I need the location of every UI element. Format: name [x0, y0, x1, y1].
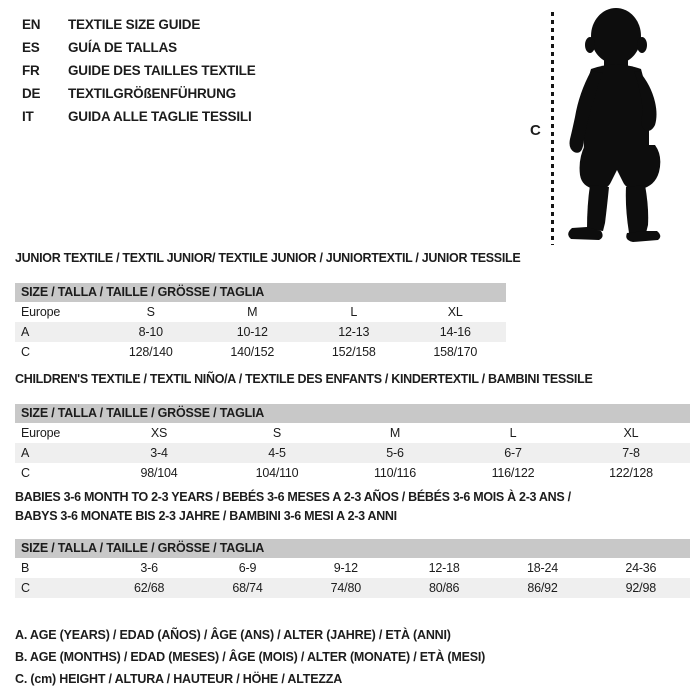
- height-measure-label: C: [530, 122, 541, 139]
- table-cell: M: [389, 426, 401, 440]
- table-cell: 92/98: [625, 581, 656, 595]
- table-cell: 122/128: [609, 466, 653, 480]
- size-header-bar: SIZE / TALLA / TAILLE / GRÖSSE / TAGLIA: [15, 404, 690, 423]
- table-cell: S: [146, 305, 155, 319]
- section-title: JUNIOR TEXTILE / TEXTIL JUNIOR/ TEXTILE JUNIOR / JUNIORTEXTIL / JUNIOR TESSILE: [15, 251, 521, 265]
- row-label: Europe: [21, 426, 61, 440]
- table-row: [15, 302, 506, 322]
- legend-line-a: A. AGE (YEARS) / EDAD (AÑOS) / ÂGE (ANS) / ALTER (JAHRE) / ETÀ (ANNI): [15, 628, 451, 642]
- table-cell: 5-6: [386, 446, 404, 460]
- row-label: B: [21, 561, 30, 575]
- table-cell: 18-24: [526, 561, 558, 575]
- table-cell: 9-12: [333, 561, 358, 575]
- table-row: [15, 443, 690, 463]
- row-label: Europe: [21, 305, 61, 319]
- section-title: CHILDREN'S TEXTILE / TEXTIL NIÑO/A / TEXTILE DES ENFANTS / KINDERTEXTIL / BAMBINI TESSILE: [15, 372, 593, 386]
- table-cell: 24-36: [625, 561, 657, 575]
- section-title-wrap: [15, 488, 690, 526]
- table-cell: 128/140: [128, 345, 173, 359]
- table-cell: 116/122: [491, 466, 535, 480]
- table-row: [15, 342, 506, 362]
- table-cell: 80/86: [429, 581, 460, 595]
- table-cell: 98/104: [140, 466, 178, 480]
- table-row: [15, 463, 690, 483]
- legend-line-c: C. (cm) HEIGHT / ALTURA / HAUTEUR / HÖHE / ALTEZZA: [15, 672, 343, 686]
- row-label: A: [21, 446, 30, 460]
- table-cell: 86/92: [527, 581, 558, 595]
- table-cell: 6-7: [504, 446, 522, 460]
- table-cell: L: [350, 305, 358, 319]
- section-title-wrap: [15, 250, 521, 266]
- size-header-bar: SIZE / TALLA / TAILLE / GRÖSSE / TAGLIA: [15, 539, 690, 558]
- section-title-line1: BABIES 3-6 MONTH TO 2-3 YEARS / BEBÉS 3-6 MESES A 2-3 AÑOS / BÉBÉS 3-6 MOIS À 2-3 ANS /: [15, 490, 571, 504]
- section-title-wrap: [15, 371, 690, 387]
- size-header-bar: SIZE / TALLA / TAILLE / GRÖSSE / TAGLIA: [15, 283, 506, 302]
- table-cell: M: [247, 305, 258, 319]
- junior-size-table: [15, 302, 506, 362]
- table-cell: 140/152: [230, 345, 275, 359]
- language-row-en: [22, 13, 256, 36]
- table-cell: 12-13: [338, 325, 370, 339]
- language-title: TEXTILE SIZE GUIDE: [68, 17, 201, 32]
- language-title: TEXTILGRÖßENFÜHRUNG: [68, 86, 236, 101]
- table-cell: 158/170: [433, 345, 478, 359]
- measurement-legend: [15, 624, 485, 690]
- table-cell: XL: [447, 305, 463, 319]
- language-row-fr: [22, 59, 256, 82]
- language-code: IT: [22, 109, 34, 124]
- legend-line-b: B. AGE (MONTHS) / EDAD (MESES) / ÂGE (MOIS) / ALTER (MONATE) / ETÀ (MESI): [15, 650, 486, 664]
- row-label: C: [21, 581, 30, 595]
- height-measure-dashed-line: [551, 12, 554, 245]
- table-cell: 6-9: [238, 561, 257, 575]
- table-cell: 152/158: [331, 345, 376, 359]
- row-label: C: [21, 466, 30, 480]
- table-cell: 104/110: [255, 466, 299, 480]
- section-junior-textile: [15, 250, 521, 362]
- language-row-de: [22, 82, 256, 105]
- table-cell: L: [509, 426, 517, 440]
- table-cell: 62/68: [134, 581, 165, 595]
- childrens-size-table: [15, 423, 690, 483]
- table-cell: 4-5: [268, 446, 286, 460]
- table-cell: 74/80: [330, 581, 361, 595]
- language-row-it: [22, 105, 256, 128]
- language-code: ES: [22, 40, 40, 55]
- section-title-line2: BABYS 3-6 MONATE BIS 2-3 JAHRE / BAMBINI 3-6 MESI A 2-3 ANNI: [15, 509, 397, 523]
- table-row: [15, 322, 506, 342]
- language-code: FR: [22, 63, 40, 78]
- babies-size-table: [15, 558, 690, 598]
- table-cell: 10-12: [236, 325, 268, 339]
- language-code: DE: [22, 86, 41, 101]
- table-cell: XS: [150, 426, 168, 440]
- language-list: [22, 13, 256, 128]
- table-cell: 68/74: [232, 581, 263, 595]
- table-row: [15, 578, 690, 598]
- table-cell: 110/116: [374, 466, 416, 480]
- language-title: GUÍA DE TALLAS: [68, 40, 177, 55]
- row-label: A: [21, 325, 30, 339]
- table-row: [15, 423, 690, 443]
- section-childrens-textile: [15, 371, 690, 483]
- table-cell: 8-10: [138, 325, 163, 339]
- table-cell: 7-8: [622, 446, 640, 460]
- table-cell: XL: [623, 426, 639, 440]
- table-cell: 12-18: [428, 561, 460, 575]
- toddler-silhouette-icon: [560, 5, 686, 247]
- language-title: GUIDE DES TAILLES TEXTILE: [68, 63, 256, 78]
- table-cell: 14-16: [439, 325, 471, 339]
- language-title: GUIDA ALLE TAGLIE TESSILI: [68, 109, 252, 124]
- language-code: EN: [22, 17, 41, 32]
- table-cell: S: [272, 426, 282, 440]
- section-babies-textile: [15, 488, 690, 598]
- table-cell: 3-4: [150, 446, 168, 460]
- language-row-es: [22, 36, 256, 59]
- table-row: [15, 558, 690, 578]
- table-cell: 3-6: [140, 561, 158, 575]
- row-label: C: [21, 345, 30, 359]
